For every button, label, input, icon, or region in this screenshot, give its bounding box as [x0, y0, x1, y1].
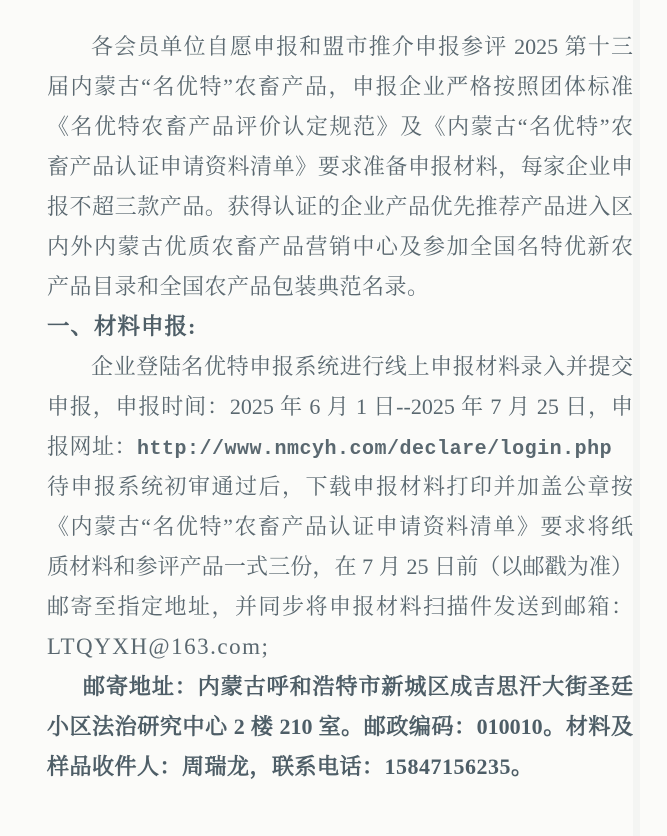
document-body	[47, 27, 633, 787]
text-line: 邮寄至指定地址，并同步将申报材料扫描件发送到邮箱：	[47, 594, 633, 619]
email-line: LTQYXH@163.com;	[47, 634, 270, 659]
text-line: 邮寄地址：内蒙古呼和浩特市新城区成吉思汗大街圣廷	[83, 674, 633, 699]
text-line: 企业登陆名优特申报系统进行线上申报材料录入并提交	[91, 354, 633, 379]
text-line: 畜产品认证申请资料清单》要求准备申报材料，每家企业申	[47, 154, 633, 179]
text-line: 质材料和参评产品一式三份，在 7 月 25 日前（以邮戳为准）	[47, 554, 633, 579]
application-url: http://www.nmcyh.com/declare/login.php	[137, 438, 613, 461]
text-line: 待申报系统初审通过后，下载申报材料打印并加盖公章按	[47, 474, 633, 499]
text-line: 样品收件人：周瑞龙，联系电话：15847156235。	[47, 754, 534, 779]
text-line: 产品目录和全国农产品包装典范名录。	[47, 274, 430, 299]
scan-edge-artifact	[633, 0, 640, 836]
address-paragraph	[47, 667, 633, 787]
text-line: 届内蒙古“名优特”农畜产品，申报企业严格按照团体标准	[47, 74, 633, 99]
text-line: 内外内蒙古优质农畜产品营销中心及参加全国名特优新农	[47, 234, 633, 259]
mailing-paragraph	[47, 467, 633, 667]
text-line: 小区法治研究中心 2 楼 210 室。邮政编码：010010。材料及	[47, 714, 633, 739]
text-line: 《名优特农畜产品评价认定规范》及《内蒙古“名优特”农	[47, 114, 633, 139]
text-line: 申报，申报时间：2025 年 6 月 1 日--2025 年 7 月 25 日，申	[47, 394, 633, 419]
intro-paragraph	[47, 27, 633, 307]
text-line: 《内蒙古“名优特”农畜产品认证申请资料清单》要求将纸	[47, 514, 633, 539]
text-line: 报不超三款产品。获得认证的企业产品优先推荐产品进入区	[47, 194, 633, 219]
text-line: 各会员单位自愿申报和盟市推介申报参评 2025 第十三	[91, 34, 633, 59]
section-heading: 一、材料申报:	[47, 314, 197, 339]
online-submission-paragraph	[47, 347, 633, 467]
application-url-line	[47, 427, 633, 467]
url-label: 报网址：	[47, 434, 138, 459]
